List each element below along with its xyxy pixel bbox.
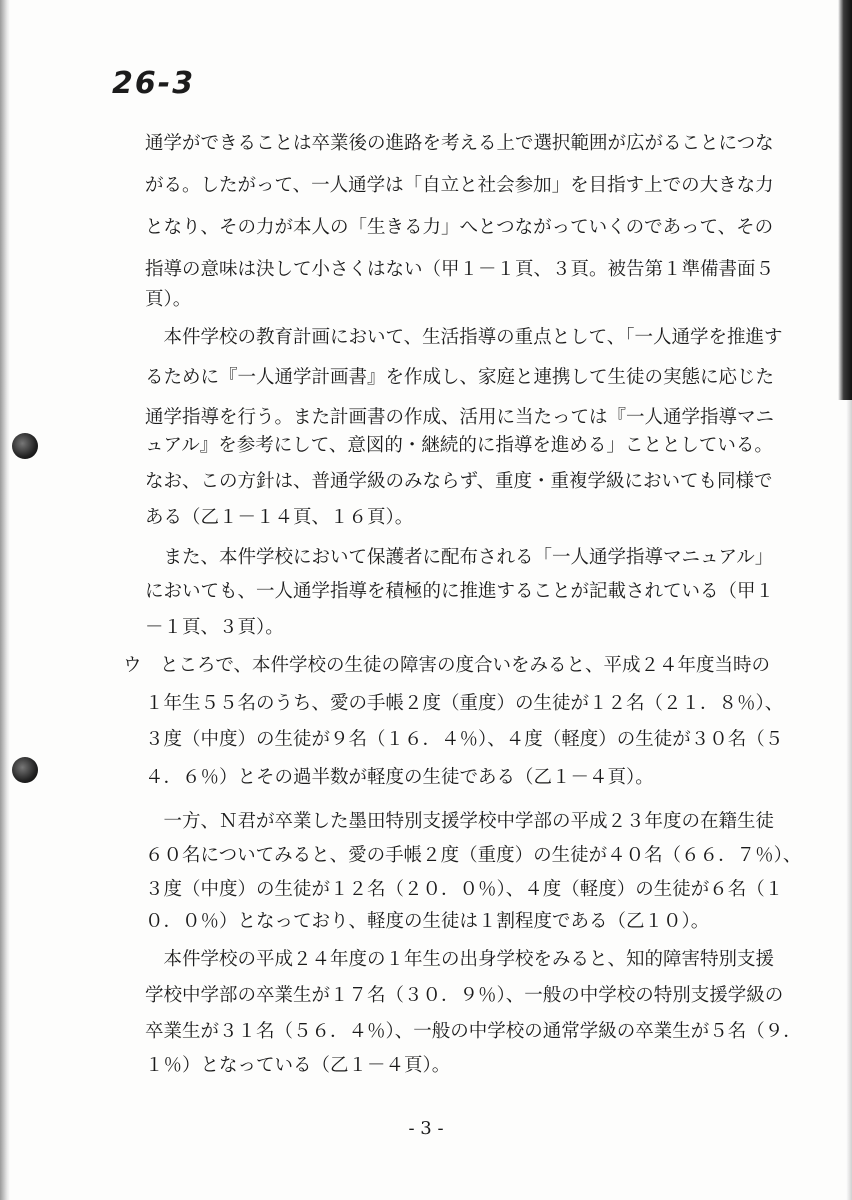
text-line: 一方、Ｎ君が卒業した墨田特別支援学校中学部の平成２３年度の在籍生徒 bbox=[145, 811, 775, 832]
punch-hole-bottom bbox=[12, 757, 38, 783]
text-line: るために『一人通学計画書』を作成し、家庭と連携して生徒の実態に応じた bbox=[145, 367, 775, 388]
text-line: 通学ができることは卒業後の進路を考える上で選択範囲が広がることにつな bbox=[145, 133, 774, 154]
text-line: ０．０％）となっており、軽度の生徒は１割程度である（乙１０）。 bbox=[145, 911, 710, 932]
text-line: なお、この方針は、普通学級のみならず、重度・重複学級においても同様で bbox=[145, 471, 773, 492]
text-line: がる。したがって、一人通学は「自立と社会参加」を目指す上での大きな力 bbox=[145, 175, 774, 196]
handwritten-page-reference: 26-3 bbox=[112, 66, 196, 101]
text-line: ュアル』を参考にして、意図的・継続的に指導を進める」こととしている。 bbox=[145, 435, 773, 456]
text-line: ウ ところで、本件学校の生徒の障害の度合いをみると、平成２４年度当時の bbox=[123, 655, 770, 676]
scan-left-edge bbox=[0, 0, 10, 1200]
scan-right-edge bbox=[846, 400, 852, 1200]
text-line: ある（乙１－１４頁、１６頁）。 bbox=[145, 507, 414, 528]
text-line: 学校中学部の卒業生が１７名（３０．９％）、一般の中学校の特別支援学級の bbox=[145, 985, 784, 1006]
text-line: となり、その力が本人の「生きる力」へとつながっていくのであって、その bbox=[145, 217, 774, 238]
text-line: においても、一人通学指導を積極的に推進することが記載されている（甲１ bbox=[145, 581, 775, 602]
text-line: １％）となっている（乙１－４頁）。 bbox=[145, 1055, 451, 1076]
text-line: 本件学校の教育計画において、生活指導の重点として、「一人通学を推進す bbox=[145, 327, 783, 348]
punch-hole-top bbox=[12, 433, 38, 459]
text-line: －１頁、３頁）。 bbox=[145, 617, 284, 638]
scan-right-shadow bbox=[838, 0, 852, 400]
text-line: 通学指導を行う。また計画書の作成、活用に当たっては『一人通学指導マニ bbox=[145, 407, 775, 428]
text-line: ４．６％）とその過半数が軽度の生徒である（乙１－４頁）。 bbox=[145, 767, 654, 788]
text-line: 卒業生が３１名（５６．４％）、一般の中学校の通常学級の卒業生が５名（９． bbox=[145, 1021, 802, 1042]
text-line: １年生５５名のうち、愛の手帳２度（重度）の生徒が１２名（２１．８％）、 bbox=[145, 693, 784, 714]
page-number: - 3 - bbox=[408, 1118, 444, 1139]
text-line: ３度（中度）の生徒が９名（１６．４％）、４度（軽度）の生徒が３０名（５ bbox=[145, 729, 784, 750]
text-line: ３度（中度）の生徒が１２名（２０．０％）、４度（軽度）の生徒が６名（１ bbox=[145, 879, 784, 900]
text-line: 頁）。 bbox=[145, 289, 192, 310]
text-line: ６０名についてみると、愛の手帳２度（重度）の生徒が４０名（６６．７％）、 bbox=[145, 845, 802, 866]
text-line: 指導の意味は決して小さくはない（甲１－１頁、３頁。被告第１準備書面５ bbox=[145, 259, 775, 280]
text-line: また、本件学校において保護者に配布される「一人通学指導マニュアル」 bbox=[145, 547, 774, 568]
text-line: 本件学校の平成２４年度の１年生の出身学校をみると、知的障害特別支援 bbox=[145, 949, 775, 970]
